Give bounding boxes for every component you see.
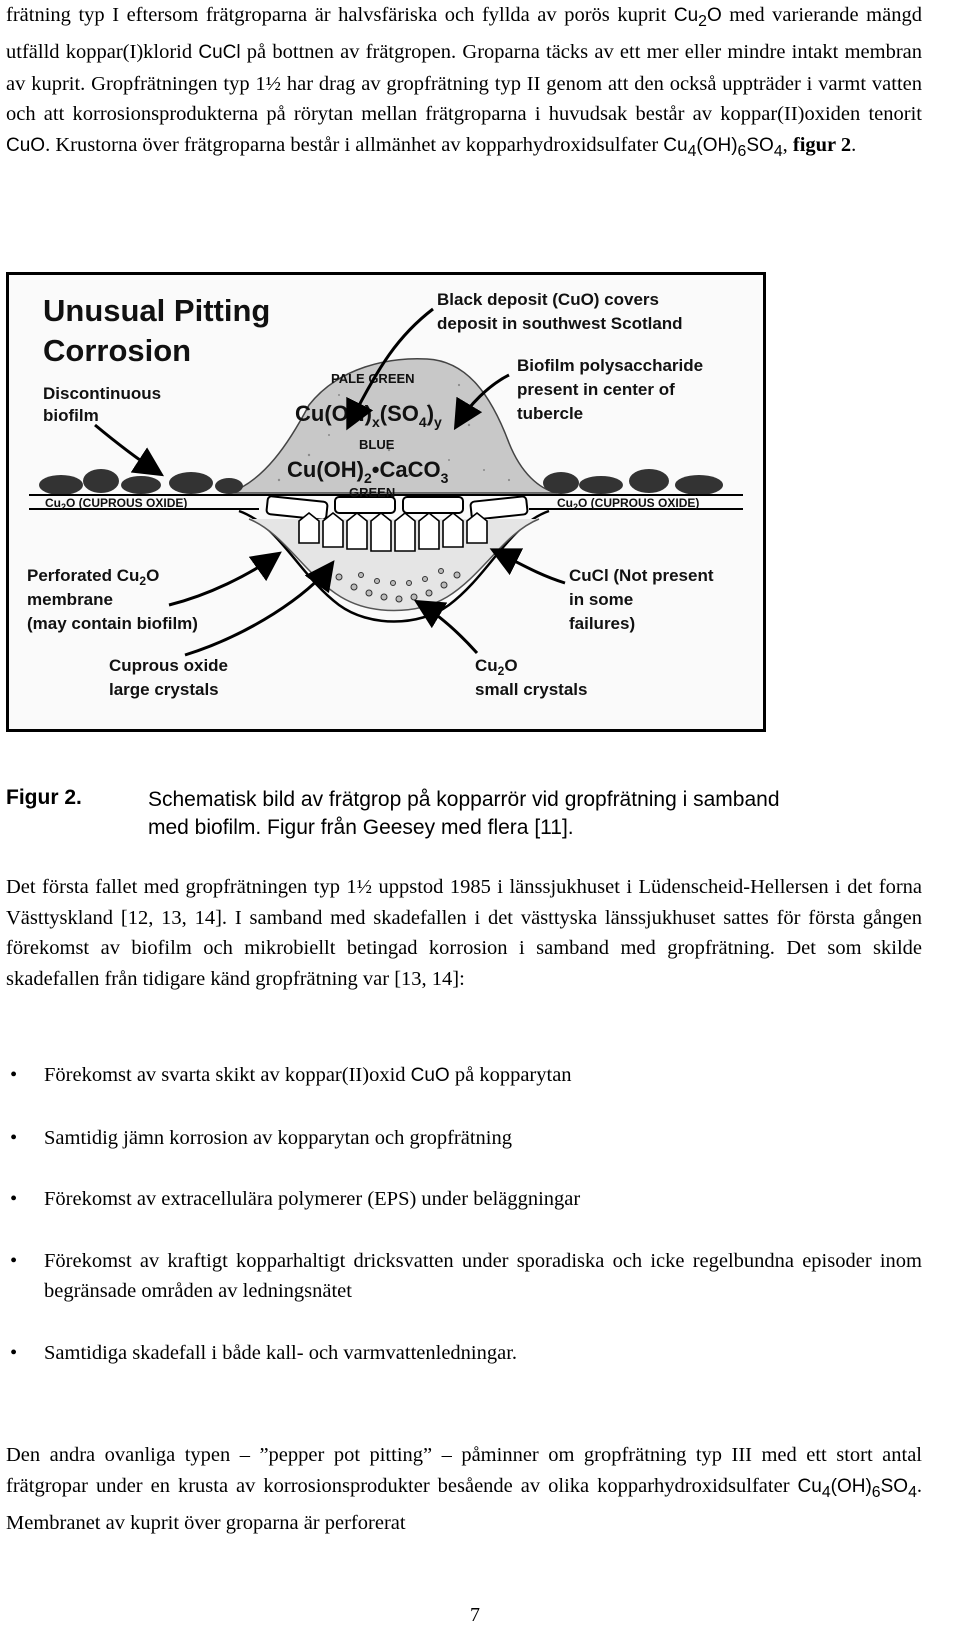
text-run: på bottnen av frätgropen. Groparna täcks av ett mer eller mindre intakt membran av kuprit. Gropfrätningen typ 1½ har drag av gropfrätning typ II genom att den också uppträder i varmt vatten och att korrosionsprodukterna på rörytan mellan frätgroparna i huvudsak består av koppar(II)oxiden tenorit	[6, 41, 922, 126]
text-run: med varierande mängd utfälld koppar(I)klorid	[6, 4, 922, 64]
paragraph-intro: frätning typ I eftersom frätgroparna är halvsfäriska och fyllda av porös kuprit $Cu_2O$ med varierande mängd utfälld koppar(I)klorid CuCl på bottnen av frätgropen. Groparna täcks av ett mer eller mindre intakt membran av kuprit. Gropfrätningen typ 1½ har drag av gropfrätning typ II genom att den också uppträder i varmt vatten och att korrosionsprodukterna på rörytan mellan frätgroparna i huvudsak består av koppar(II)oxiden tenorit CuO. Krustorna över frätgroparna består i allmänhet av kopparhydroxidsulfater $Cu_4(OH)_6SO_4$, figur 2.	[6, 4, 922, 160]
figure-reference: figur 2	[792, 133, 852, 156]
caption-text: Schematisk bild av frätgrop på kopparrör vid gropfrätning i samband med biofilm. Figur från Geesey med flera [11].	[148, 788, 780, 839]
list-item: • Förekomst av kraftigt kopparhaltigt dricksvatten under sporadiska och icke regelbundna episoder inom begränsade områden av ledningsnätet	[6, 1246, 922, 1307]
label-black-deposit-2: deposit in southwest Scotland	[437, 314, 683, 333]
caption-label: Figur 2.	[6, 786, 82, 809]
label-large-crystals-1: Cuprous oxide	[109, 656, 229, 675]
label-black-deposit-1: Black deposit (CuO) covers	[437, 290, 660, 309]
label-cucl-3: failures)	[569, 614, 636, 633]
label-hydroxysulfate: $Cu(OH)_x(SO_4)_y$	[295, 401, 442, 430]
label-cucl-2: in some	[569, 590, 634, 609]
list-item: • Förekomst av extracellulära polymerer (EPS) under beläggningar	[6, 1184, 922, 1215]
label-perforated-3: (may contain biofilm)	[27, 614, 198, 633]
bullet-list	[6, 1060, 922, 1368]
label-blue: BLUE	[359, 437, 395, 452]
label-polysaccharide-3: tubercle	[517, 404, 584, 423]
bullet-icon: •	[10, 1064, 18, 1086]
label-pale-green: PALE GREEN	[331, 371, 415, 386]
formula-hydroxysulfate: $Cu_4(OH)_6SO_4$	[797, 1475, 917, 1501]
label-small-crystals-2: small crystals	[475, 680, 588, 699]
figure-title-line2: Corrosion	[43, 333, 192, 368]
label-small-crystals-1: $Cu_2O$	[475, 656, 518, 678]
label-cucl-1: CuCl (Not present	[569, 566, 714, 585]
label-cuprous-right: $Cu_2O$ (CUPROUS OXIDE)	[557, 496, 700, 512]
label-carbonate: $Cu(OH)_2•CaCO_3$	[287, 457, 449, 486]
list-item: • Samtidiga skadefall i både kall- och varmvattenledningar.	[6, 1338, 922, 1369]
label-green: GREEN	[349, 485, 396, 500]
label-cuprous-left: $Cu_2O$ (CUPROUS OXIDE)	[45, 496, 188, 512]
formula-cu2o: $Cu_2O$	[673, 5, 722, 30]
bullet-icon: •	[10, 1341, 18, 1364]
bullet-icon: •	[10, 1126, 18, 1149]
label-large-crystals-2: large crystals	[109, 680, 219, 699]
text-run: . Krustorna över frätgroparna består i allmänhet av kopparhydroxidsulfater	[45, 133, 664, 156]
label-discontinuous-biofilm-2: biofilm	[43, 406, 99, 425]
list-item: • Förekomst av svarta skikt av koppar(II)oxid CuO på kopparytan	[6, 1060, 922, 1092]
formula-hydroxysulfate: $Cu_4(OH)_6SO_4$	[663, 134, 783, 160]
label-polysaccharide-1: Biofilm polysaccharide	[517, 356, 704, 375]
label-polysaccharide-2: present in center of	[517, 380, 675, 399]
figure-title-line1: Unusual Pitting	[43, 293, 271, 328]
label-perforated-1: Perforated $Cu_2O$	[27, 566, 160, 588]
paragraph-pepper-pot: Den andra ovanliga typen – ”pepper pot pitting” – påminner om gropfrätning typ III med ett stort antal frätgropar under en krusta av korrosionsprodukter besående av olika kopparhydroxidsulfater $Cu_4(OH)_6SO_4$. Membranet av kuprit över groparna är perforerat	[6, 1444, 922, 1534]
list-item: • Samtidig jämn korrosion av kopparytan och gropfrätning	[6, 1123, 922, 1154]
figure-pitting-diagram	[6, 272, 766, 732]
formula-cucl: CuCl	[198, 42, 241, 64]
bullet-icon: •	[10, 1249, 18, 1272]
bullet-icon: •	[10, 1188, 18, 1210]
text-run: frätning typ I eftersom frätgroparna är halvsfäriska och fyllda av porös kuprit	[6, 4, 674, 26]
paragraph-ludenscheid: Det första fallet med gropfrätningen typ 1½ uppstod 1985 i länssjukhuset i Lüdenscheid-Hellersen i det forna Västtyskland [12, 13, 14]. I samband med skadefallen i det västtyska länssjukhuset sattes för första gången förekomst av biofilm och mikrobiellt betingad korrosion i samband med gropfrätning. Det som skilde skadefallen från tidigare känd gropfrätning var [13, 14]:	[6, 876, 922, 990]
label-discontinuous-biofilm-1: Discontinuous	[43, 384, 162, 403]
label-perforated-2: membrane	[27, 590, 113, 609]
page-number: 7	[470, 1604, 480, 1626]
formula-cuo: CuO	[6, 134, 46, 156]
